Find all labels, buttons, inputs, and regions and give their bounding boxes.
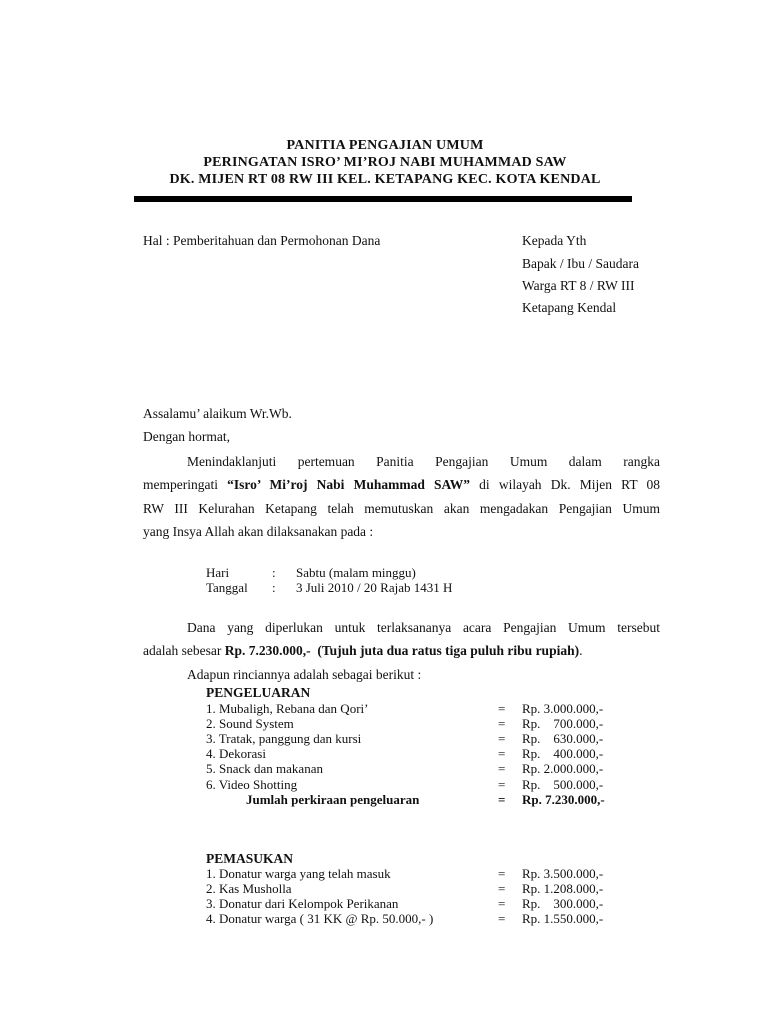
expense-total-eq: = (498, 792, 506, 807)
income-eq: = (498, 911, 506, 926)
expense-value: Rp. 400.000,- (522, 746, 604, 761)
schedule-date-value: 3 Juli 2010 / 20 Rajab 1431 H (296, 580, 453, 595)
expense-eq: = (498, 761, 506, 776)
expense-eq: = (498, 716, 506, 731)
schedule-day-value: Sabtu (malam minggu) (296, 565, 416, 580)
expense-label: 6. Video Shotting (206, 777, 298, 792)
expense-value: Rp. 2.000.000,- (522, 761, 604, 776)
funds-period: . (579, 643, 583, 659)
expense-label: 5. Snack dan makanan (206, 761, 323, 776)
expense-total-label: Jumlah perkiraan pengeluaran (246, 792, 420, 807)
recipient-line-3: Warga RT 8 / RW III (522, 278, 635, 293)
income-label: 3. Donatur dari Kelompok Perikanan (206, 896, 399, 911)
income-label: 4. Donatur warga ( 31 KK @ Rp. 50.000,- ) (206, 911, 434, 926)
funds-line-2-text: adalah sebesar (143, 643, 225, 659)
schedule-date-sep: : (272, 580, 276, 595)
expense-eq: = (498, 777, 506, 792)
intro-paragraph (143, 450, 660, 543)
header-event: PERINGATAN ISRO’ MI’ROJ NABI MUHAMMAD SAW (203, 155, 567, 170)
funds-paragraph (143, 616, 660, 686)
subject-line: Hal : Pemberitahuan dan Permohonan Dana (143, 233, 381, 248)
expense-label: 4. Dekorasi (206, 746, 266, 761)
income-value: Rp. 3.500.000,- (522, 866, 604, 881)
header-divider (134, 196, 632, 202)
intro-line-2-rest: di wilayah Dk. Mijen RT 08 (470, 477, 660, 493)
intro-line-2 (143, 473, 660, 496)
funds-line-1: Dana yang diperlukan untuk terlaksananya acara Pengajian Umum tersebut (187, 620, 660, 635)
salutation: Dengan hormat, (143, 429, 230, 444)
expense-value: Rp. 3.000.000,- (522, 701, 604, 716)
greeting: Assalamu’ alaikum Wr.Wb. (143, 406, 292, 421)
funds-line-2 (143, 639, 660, 662)
event-name: “Isro’ Mi’roj Nabi Muhammad SAW” (227, 477, 471, 493)
intro-line-1: Menindaklanjuti pertemuan Panitia Pengajian Umum dalam rangka (187, 454, 660, 469)
header-address: DK. MIJEN RT 08 RW III KEL. KETAPANG KEC. KOTA KENDAL (169, 172, 601, 187)
income-label: 1. Donatur warga yang telah masuk (206, 866, 391, 881)
expense-label: 1. Mubaligh, Rebana dan Qori’ (206, 701, 369, 716)
intro-line-4: yang Insya Allah akan dilaksanakan pada : (143, 523, 374, 539)
funds-amount-words: (Tujuh juta dua ratus tiga puluh ribu rupiah) (317, 643, 580, 659)
funds-line-3: Adapun rinciannya adalah sebagai berikut : (187, 666, 422, 682)
recipient-line-2: Bapak / Ibu / Saudara (522, 256, 639, 271)
schedule-date-label: Tanggal (206, 580, 248, 595)
funds-amount: Rp. 7.230.000,- (224, 643, 311, 659)
expense-total-value: Rp. 7.230.000,- (522, 792, 605, 807)
expense-value: Rp. 700.000,- (522, 716, 604, 731)
income-value: Rp. 1.208.000,- (522, 881, 604, 896)
income-value: Rp. 1.550.000,- (522, 911, 604, 926)
header-committee: PANITIA PENGAJIAN UMUM (286, 138, 484, 153)
recipient-line-1: Kepada Yth (522, 233, 587, 248)
expense-eq: = (498, 746, 506, 761)
income-label: 2. Kas Musholla (206, 881, 292, 896)
income-title: PEMASUKAN (206, 851, 293, 866)
expense-label: 3. Tratak, panggung dan kursi (206, 731, 362, 746)
schedule-day-sep: : (272, 565, 276, 580)
schedule-day-label: Hari (206, 565, 230, 580)
intro-line-2-text: memperingati (143, 477, 228, 493)
expense-value: Rp. 630.000,- (522, 731, 604, 746)
income-eq: = (498, 866, 506, 881)
expenses-title: PENGELUARAN (206, 685, 311, 700)
intro-line-3: RW III Kelurahan Ketapang telah memutuskan akan mengadakan Pengajian Umum (143, 500, 660, 516)
recipient-line-4: Ketapang Kendal (522, 300, 617, 315)
income-value: Rp. 300.000,- (522, 896, 604, 911)
letter-header (130, 137, 640, 188)
expense-value: Rp. 500.000,- (522, 777, 604, 792)
income-eq: = (498, 881, 506, 896)
expense-eq: = (498, 731, 506, 746)
expense-label: 2. Sound System (206, 716, 294, 731)
income-eq: = (498, 896, 506, 911)
expense-eq: = (498, 701, 506, 716)
